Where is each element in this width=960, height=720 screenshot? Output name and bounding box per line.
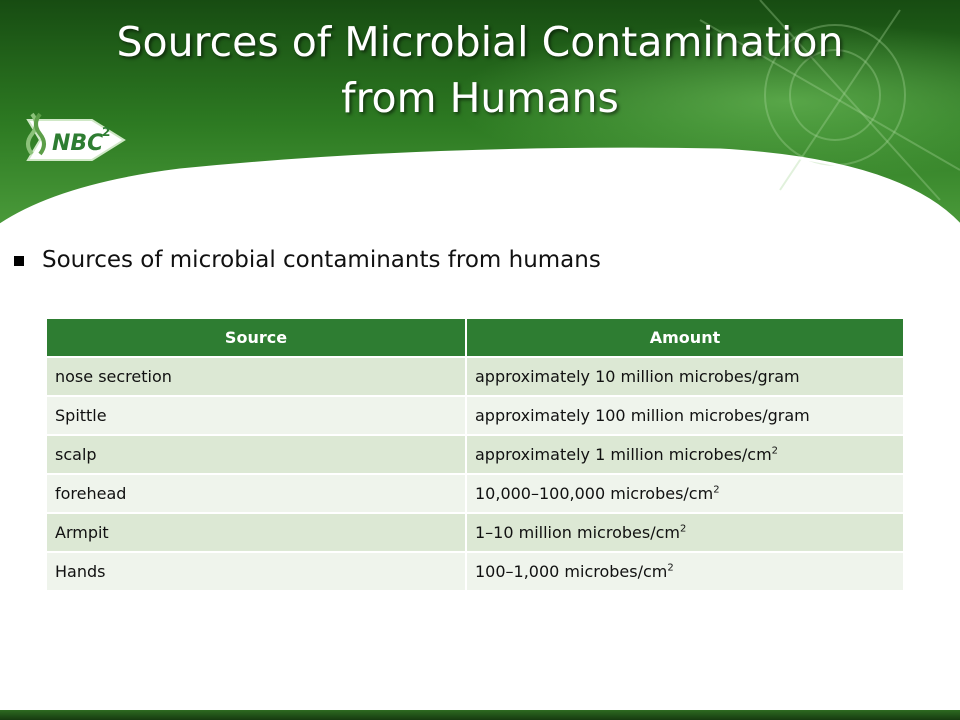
- logo-sup: 2: [102, 125, 111, 139]
- header-source: Source: [47, 319, 466, 357]
- cell-source: nose secretion: [47, 357, 466, 396]
- cell-amount: approximately 1 million microbes/$cm^2$: [466, 435, 903, 474]
- square-bullet-icon: [14, 256, 24, 266]
- bullet-text: Sources of microbial contaminants from humans: [42, 247, 601, 273]
- cell-amount: approximately 10 million microbes/gram: [466, 357, 903, 396]
- table-row: [47, 396, 903, 435]
- table-row: [47, 474, 903, 513]
- cell-source: Armpit: [47, 513, 466, 552]
- cell-amount: 10,000–100,000 microbes/$cm^2$: [466, 474, 903, 513]
- cell-amount: 1–10 million microbes/$cm^2$: [466, 513, 903, 552]
- header-amount: Amount: [466, 319, 903, 357]
- cell-amount: 100–1,000 microbes/$cm^2$: [466, 552, 903, 590]
- table-row: [47, 357, 903, 396]
- bullet-item: [14, 247, 601, 273]
- logo-text: NBC: [52, 131, 104, 156]
- cell-source: scalp: [47, 435, 466, 474]
- contamination-table: [47, 319, 903, 590]
- table-row: [47, 552, 903, 590]
- cell-amount: approximately 100 million microbes/gram: [466, 396, 903, 435]
- cell-source: Hands: [47, 552, 466, 590]
- title-line-2: from Humans: [341, 74, 619, 122]
- cell-source: Spittle: [47, 396, 466, 435]
- nbc2-logo: [22, 106, 134, 170]
- table-row: [47, 435, 903, 474]
- title-line-1: Sources of Microbial Contamination: [116, 18, 844, 66]
- table-row: [47, 513, 903, 552]
- table-header-row: [47, 319, 903, 357]
- footer-bar: [0, 710, 960, 720]
- slide-title: [0, 14, 960, 126]
- cell-source: forehead: [47, 474, 466, 513]
